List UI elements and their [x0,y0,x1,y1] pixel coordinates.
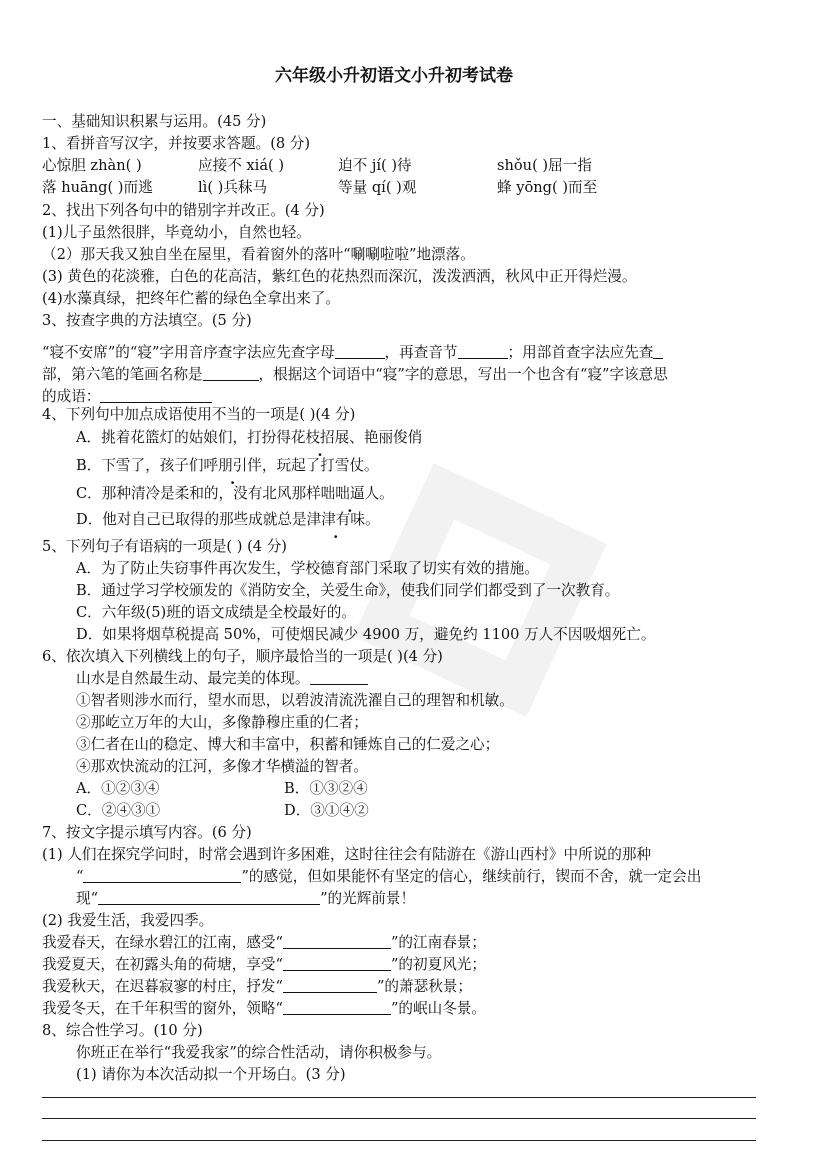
sentence: (1) 人们在探究学问时，时常会遇到许多困难，这时往往会有陆游在《游山西村》中所说的那种 [42,846,652,863]
pinyin-item: lì( )兵秣马 [198,179,268,196]
fill-line: 我爱秋天，在迟暮寂寥的村庄，抒发“ ”的萧瑟秋景； [42,978,472,995]
blank[interactable] [458,344,508,359]
answer-line[interactable] [42,1118,756,1119]
fill-line: 的成语： [42,387,212,407]
sentence: (1)儿子虽然很胖，毕竟幼小，自然也轻。 [42,224,311,241]
blank[interactable] [203,366,259,381]
option-c: C．②④③① [76,802,161,819]
option-c: C．六年级(5)班的语文成绩是全校最好的。 [76,604,356,621]
question-1-heading: 1、看拼音写汉字，并按要求答题。(8 分) [42,135,311,152]
sentence: ④那欢快流动的江河，多像才华横溢的智者。 [76,758,368,775]
fill-line: “寝不安席”的“寝”字用音序查字法应先查字母 ，再查音节 ；用部首查字法应先查 [42,343,663,363]
option-d: D．③①④② [284,802,369,819]
pinyin-item: 落 huāng( )而逃 [42,179,153,196]
section-heading: 一、基础知识积累与运用。(45 分) [42,113,267,130]
answer-line[interactable] [42,1097,756,1098]
option-b: B．通过学习学校颁发的《消防安全，关爱生命》，使我们同学们都受到了一次教育。 [76,582,620,599]
blank[interactable] [335,344,385,359]
option-a: A．挑着花篮灯的姑娘们，打扮得花枝招展、艳丽俊俏 [76,429,423,446]
fill-line: 山水是自然最生动、最完美的体现。 [76,669,368,689]
option-b: B．下雪了，孩子们呼朋引伴，玩起了打雪仗。 [76,457,379,474]
question-2-heading: 2、找出下列各句中的错别字并改正。(4 分) [42,202,325,219]
sentence: ②那屹立万年的大山，多像静穆庄重的仁者； [76,714,368,731]
question-6-heading: 6、依次填入下列横线上的句子，顺序最恰当的一项是( )(4 分) [42,648,443,665]
sentence: (2) 我爱生活，我爱四季。 [42,912,214,929]
blank[interactable] [653,344,663,359]
blank[interactable] [310,670,368,685]
fill-line: “ ”的感觉，但如果能怀有坚定的信心，继续前行，锲而不舍，就一定会出 [76,868,702,885]
page-title: 六年级小升初语文小升初考试卷 [275,66,513,86]
pinyin-item: 迫不 jí( )待 [338,157,412,174]
blank[interactable] [283,978,377,993]
sentence: ①智者则涉水而行，望水而思，以碧波清流洗濯自己的理智和机敏。 [76,692,514,709]
option-c: C．那种清冷是柔和的，没有北风那样咄咄逼人。 [76,485,394,502]
pinyin-item: 蜂 yōng( )而至 [497,179,598,196]
blank[interactable] [100,388,212,403]
pinyin-item: 应接不 xiá( ) [198,157,285,174]
option-d: D．他对自己已取得的那些成就总是津津有味。 [76,511,380,528]
dotted-idiom: 咄咄逼人 [320,485,380,502]
sentence: （2）那天我又独自坐在屋里，看着窗外的落叶“唰唰啦啦”地漂落。 [42,246,475,263]
blank[interactable] [283,956,391,971]
blank[interactable] [98,890,320,905]
question-5-heading: 5、下列句子有语病的一项是( ) (4 分) [42,538,287,555]
answer-line[interactable] [42,1140,756,1141]
sub-question: (1) 请你为本次活动拟一个开场白。(3 分) [76,1066,346,1083]
pinyin-item: 等量 qí( )观 [338,179,417,196]
dotted-idiom: 花枝招展 [290,429,350,446]
option-a: A．为了防止失窃事件再次发生，学校德育部门采取了切实有效的措施。 [76,560,539,577]
dotted-idiom: 津津有味 [306,511,365,528]
option-a: A．①②③④ [76,780,160,797]
pinyin-item: 心惊胆 zhàn( ) [42,157,142,174]
sentence: ③仁者在山的稳定、博大和丰富中，积蓄和锤炼自己的仁爱之心； [76,736,500,753]
fill-line: 我爱冬天，在千年积雪的窗外，领略“ ”的岷山冬景。 [42,1000,486,1017]
fill-line: 我爱春天，在绿水碧江的江南，感受“ ”的江南春景； [42,934,486,951]
option-b: B．①③②④ [284,780,368,797]
question-8-heading: 8、综合性学习。(10 分) [42,1022,203,1039]
blank[interactable] [283,934,391,949]
blank[interactable] [283,1000,391,1015]
sentence: (3) 黄色的花淡雅，白色的花高洁，紫红色的花热烈而深沉，泼泼洒洒，秋风中正开得烂漫。 [42,268,637,285]
question-3-heading: 3、按查字典的方法填空。(5 分) [42,312,252,329]
fill-line: 现“ ”的光辉前景！ [76,890,416,907]
dotted-idiom: 呼朋引伴 [203,457,262,474]
question-7-heading: 7、按文字提示填写内容。(6 分) [42,824,252,841]
fill-line: 我爱夏天，在初露头角的荷塘，享受“ ”的初夏风光； [42,956,486,973]
question-4-heading: 4、下列句中加点成语使用不当的一项是( )(4 分) [42,406,356,423]
option-d: D．如果将烟草税提高 50%，可使烟民减少 4900 万，避免约 1100 万人不因吸烟死亡。 [76,626,656,643]
pinyin-item: shǒu( )屈一指 [497,157,592,174]
sentence: 你班正在举行“我爱我家”的综合性活动，请你积极参与。 [76,1044,442,1061]
sentence: (4)水藻真绿，把终年伫蓄的绿色全拿出来了。 [42,290,340,307]
blank[interactable] [83,868,241,883]
fill-line: 部，第六笔的笔画名称是 ，根据这个词语中“寝”字的意思，写出一个也含有“寝”字该意思 [42,366,668,383]
